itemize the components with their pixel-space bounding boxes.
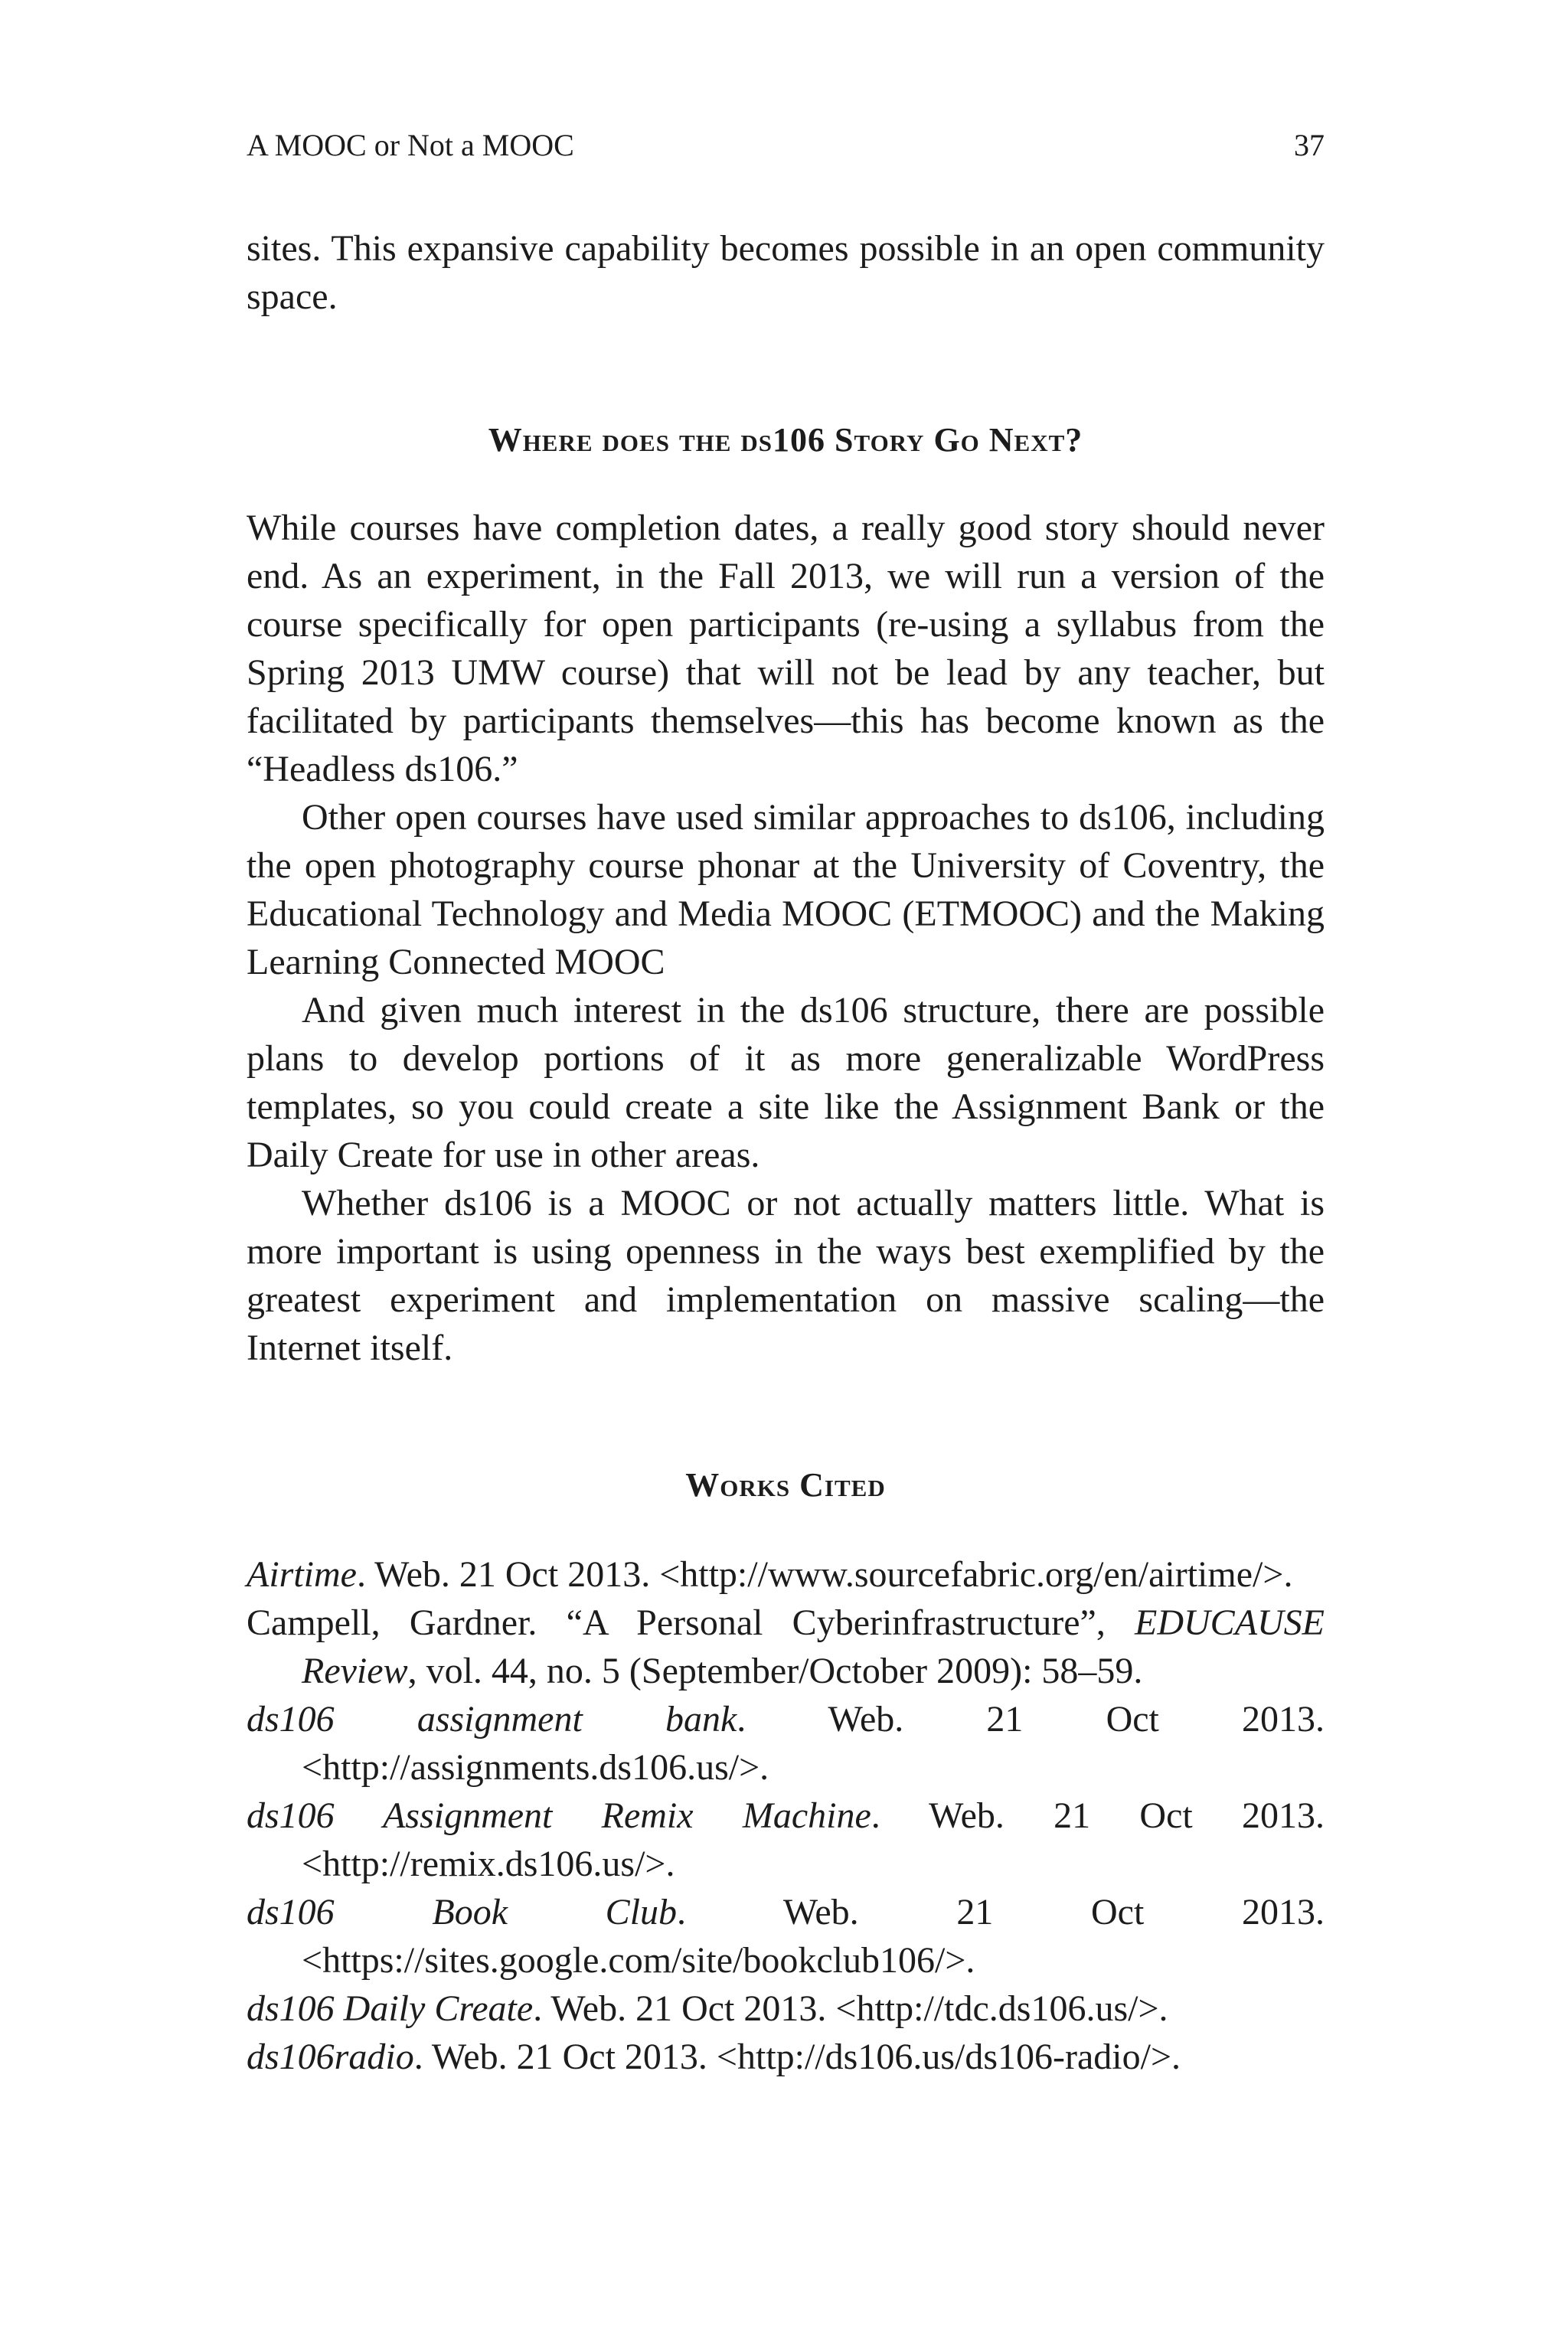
- citation-title: ds106 Assignment Remix Machine: [247, 1795, 871, 1836]
- opening-text: [247, 224, 1325, 321]
- running-head: [247, 122, 1325, 168]
- body-paragraph: While courses have completion dates, a really good story should never end. As an experiment, in the Fall 2013, we will run a version of the course specifically for open participants (re-using a syllabus from the Spring 2013 UMW course) that will not be lead by any teacher, but facilitated by participants themselves—this has become known as the “Headless ds106.”: [247, 508, 1325, 789]
- body-paragraph: Whether ds106 is a MOOC or not actually matters little. What is more important is using openness in the ways best exemplified by the greatest experiment and implementation on massive scaling—the Internet itself.: [247, 1183, 1325, 1368]
- citation-entry: ds106 Assignment Remix Machine. Web. 21 Oct 2013. <http://remix.ds106.us/>.: [247, 1795, 1325, 1884]
- body-paragraph: And given much interest in the ds106 structure, there are possible plans to develop portions of it as more generalizable WordPress templates, so you could create a site like the Assignment Bank or the Daily Create for use in other areas.: [247, 990, 1325, 1175]
- running-head-title: A MOOC or Not a MOOC: [247, 128, 574, 162]
- body-paragraph: Other open courses have used similar approaches to ds106, including the open photography course phonar at the University of Coventry, the Educational Technology and Media MOOC (ETMOOC) and the Making Learning Connected MOOC: [247, 797, 1325, 982]
- opening-paragraph: sites. This expansive capability becomes possible in an open community space.: [247, 228, 1325, 317]
- section-body: [247, 504, 1325, 1372]
- citation-title: ds106 assignment bank: [247, 1699, 737, 1740]
- citation-entry: ds106radio. Web. 21 Oct 2013. <http://ds106.us/ds106-radio/>.: [247, 2037, 1181, 2077]
- section-heading: Where does the ds106 Story Go Next?: [488, 421, 1083, 459]
- page-number: 37: [1294, 128, 1325, 162]
- book-page: [247, 0, 1325, 2352]
- citation-entry: ds106 Daily Create. Web. 21 Oct 2013. <http://tdc.ds106.us/>.: [247, 1988, 1168, 2029]
- citation-title: EDUCAUSE Review: [302, 1602, 1325, 1691]
- citation-entry: ds106 Book Club. Web. 21 Oct 2013. <https://sites.google.com/site/bookclub106/>.: [247, 1892, 1325, 1981]
- citation-entry: Campell, Gardner. “A Personal Cyberinfrastructure”, EDUCAUSE Review, vol. 44, no. 5 (September/October 2009): 58–59.: [247, 1602, 1325, 1691]
- citation-title: ds106 Book Club: [247, 1892, 678, 1932]
- works-cited-list: [247, 1550, 1325, 2081]
- citation-title: Airtime: [247, 1554, 357, 1595]
- citation-title: ds106radio: [247, 2037, 414, 2077]
- citation-entry: Airtime. Web. 21 Oct 2013. <http://www.sourcefabric.org/en/airtime/>.: [247, 1554, 1293, 1595]
- citation-entry: ds106 assignment bank. Web. 21 Oct 2013. <http://assignments.ds106.us/>.: [247, 1699, 1325, 1788]
- citation-title: ds106 Daily Create: [247, 1988, 534, 2029]
- works-cited-heading: Works Cited: [685, 1466, 886, 1504]
